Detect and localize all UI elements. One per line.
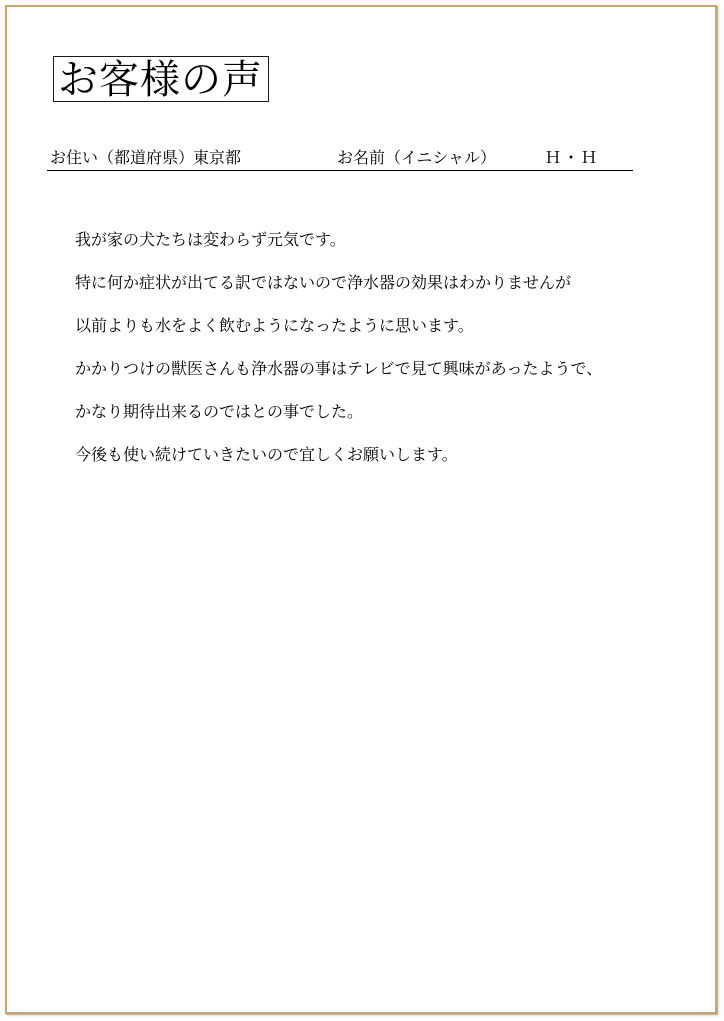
page-frame xyxy=(5,5,717,1014)
testimonial-line: 今後も使い続けていきたいので宜しくお願いします。 xyxy=(75,447,458,464)
testimonial-line: 我が家の犬たちは変わらず元気です。 xyxy=(75,232,346,249)
testimonial-line: 以前よりも水をよく飲むようになったように思います。 xyxy=(75,318,474,335)
testimonial-line: かかりつけの獣医さんも浄水器の事はテレビで見て興味があったようで、 xyxy=(75,361,603,378)
name-initial-value: Ｈ・Ｈ xyxy=(545,150,600,167)
customer-info-row xyxy=(47,147,633,171)
page-title: お客様の声 xyxy=(53,56,269,102)
testimonial-body xyxy=(75,219,675,477)
residence-value: 東京都 xyxy=(193,150,242,167)
testimonial-line: かなり期待出来るのではとの事でした。 xyxy=(75,404,364,421)
residence-label: お住い（都道府県） xyxy=(50,150,195,167)
name-initial-label: お名前（イニシャル） xyxy=(337,150,497,167)
testimonial-line: 特に何か症状が出てる訳ではないので浄水器の効果はわかりませんが xyxy=(75,275,572,292)
